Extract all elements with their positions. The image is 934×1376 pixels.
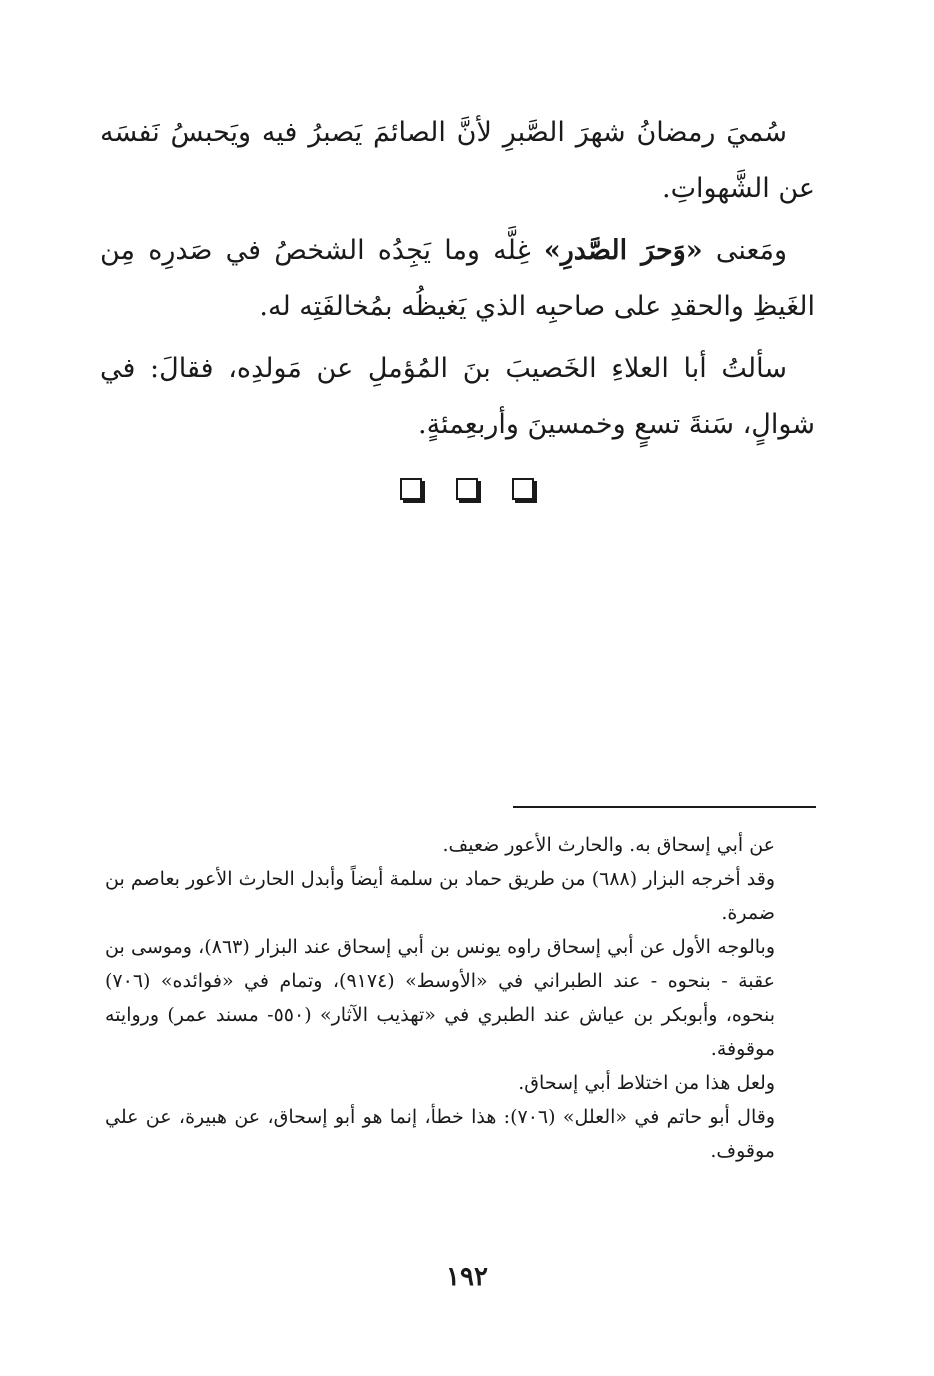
page-number: ١٩٢: [446, 1262, 488, 1292]
paragraph-text: ومَعنى: [702, 235, 787, 266]
footnote-line: وقال أبو حاتم في «العلل» (٧٠٦): هذا خطأ، إنما هو أبو إسحاق، عن هبيرة، عن علي موقوف.: [105, 1106, 775, 1162]
paragraph-wahr-alsadr: [100, 223, 815, 335]
square-ornament-icon: [400, 478, 422, 500]
footnote-line: وبالوجه الأول عن أبي إسحاق راوه يونس بن أبي إسحاق عند البزار (٨٦٣)، وموسى بن عقبة - بنحوه - عند الطبراني في «الأوسط» (٩١٧٤)، وتمام في «فوائده» (٧٠٦) بنحوه، وأبوبكر بن عياش عند الطبري في «تهذيب الآثار» (٥٥٠- مسند عمر) وروايته موقوفة.: [105, 936, 775, 1060]
footnote-line: عن أبي إسحاق به. والحارث الأعور ضعيف.: [442, 834, 775, 856]
footnote-divider: [513, 806, 816, 808]
square-ornament-icon: [456, 478, 478, 500]
square-ornament-icon: [512, 478, 534, 500]
paragraph-abu-alalaa: سألتُ أبا العلاءِ الخَصيبَ بنَ المُؤملِ عن مَولدِه، فقالَ: في شوالٍ، سَنةَ تسعٍ وخمسينَ وأربعِمئةٍ.: [100, 353, 815, 440]
bold-term: «وَحرَ الصَّدرِ»: [543, 235, 703, 266]
main-text: [100, 105, 815, 459]
footnote-line: ولعل هذا من اختلاط أبي إسحاق.: [518, 1072, 775, 1094]
paragraph-text: غِلَّه وما يَجِدُه الشخصُ في صَدرِه مِن الغَيظِ والحقدِ على صاحبِه الذي يَغيظُه بمُخالفَتِه له.: [100, 235, 815, 322]
footnotes: [105, 828, 775, 1168]
paragraph-ramadan: سُميَ رمضانُ شهرَ الصَّبرِ لأنَّ الصائمَ يَصبرُ فيه ويَحبسُ نَفسَه عن الشَّهواتِ.: [100, 117, 815, 204]
section-separator: [0, 478, 934, 500]
footnote-line: وقد أخرجه البزار (٦٨٨) من طريق حماد بن سلمة أيضاً وأبدل الحارث الأعور بعاصم بن ضمرة.: [105, 868, 775, 924]
